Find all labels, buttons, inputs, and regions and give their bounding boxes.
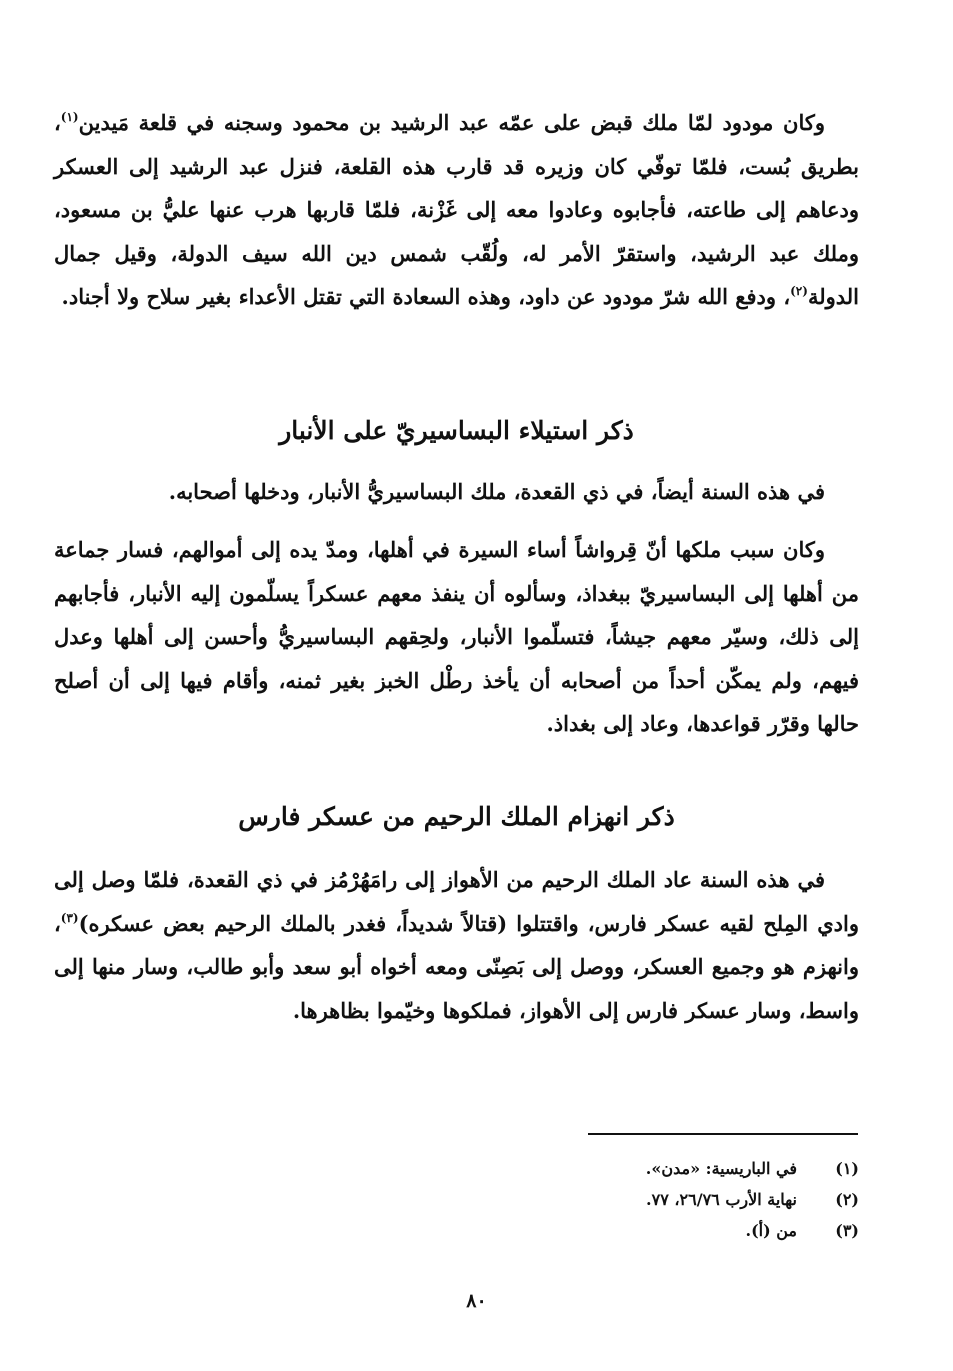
section-heading-anbar: ذكر استيلاء البساسيريّ على الأنبار <box>279 416 634 445</box>
footnote-item <box>54 1215 859 1246</box>
footnote-ref-2: (٢) <box>790 284 808 299</box>
footnote-number: (١) <box>835 1159 859 1178</box>
footnotes-list <box>54 1153 859 1246</box>
footnote-number: (٣) <box>835 1221 859 1240</box>
footnote-divider <box>588 1133 858 1135</box>
footnote-ref-3: (٣) <box>60 910 79 925</box>
paragraph-text: وكان مودود لمّا ملك قبض على عمّه عبد الرشيد بن محمود وسجنه في قلعة مَيدين <box>78 110 825 135</box>
paragraph-anbar-intro: في هذه السنة أيضاً، في ذي القعدة، ملك البساسيريُّ الأنبار، ودخلها أصحابه. <box>168 479 825 504</box>
footnote-number: (٢) <box>835 1190 859 1209</box>
paragraph-text: ، وانهزم هو وجميع العسكر، ووصل إلى بَصِنّى ومعه أخواه أبو سعد وأبو طالب، وسار منها إلى واسط، وسار عسكر فارس إلى الأهواز، فملكوها وخيّموا بظاهرها. <box>54 910 859 1023</box>
paragraph-malik-rahim <box>54 858 859 1032</box>
paragraph-text: ، ودفع الله شرّ مودود عن داود، وهذه السعادة التي تقتل الأعداء بغير سلاح ولا أجناد. <box>61 284 791 310</box>
footnote-ref-1: (١) <box>60 110 79 124</box>
page-number: ٨٠ <box>466 1290 487 1312</box>
footnote-item <box>54 1153 859 1184</box>
paragraph-text: في هذه السنة عاد الملك الرحيم من الأهواز إلى رامَهُرْمُز في ذي القعدة، فلمّا وصل إلى وادي المِلح لقيه عسكر فارس، واقتتلوا (قتالاً شديداً، فغدر بالملك الرحيم بعض عسكره) <box>54 867 859 936</box>
footnote-item <box>54 1184 859 1215</box>
paragraph-anbar-reason: وكان سبب ملكها أنّ قِرواشاً أساء السيرة في أهلها، ومدّ يده إلى أموالهم، فسار جماعة من أهلها إلى البساسيريّ ببغداذ، وسألوه أن ينفذ معهم عسكراً يسلّمون إليه الأنبار، فأجابهم إلى ذلك، وسيّر معهم جيشاً، فتسلّموا الأنبار، ولحِقهم البساسيريُّ وأحسن إلى أهلها وعدل فيهم، ولم يمكّن أحداً من أصحابه أن يأخذ رطْل الخبز بغير ثمنه، وأقام فيها إلى أن أصلح حالها وقرّر قواعدها، وعاد إلى بغداذ. <box>54 537 859 737</box>
section-heading-malik-rahim: ذكر انهزام الملك الرحيم من عسكر فارس <box>238 802 675 831</box>
footnote-text: في الباريسية: «مدن». <box>645 1159 797 1178</box>
footnote-text: نهاية الأرب ٢٦/٧٦، ٧٧. <box>646 1190 797 1209</box>
footnote-text: من (أ). <box>745 1221 797 1240</box>
paragraph-text: ، بطريق بُست، فلمّا توفّي كان وزيره قد قارب هذه القلعة، فنزل عبد الرشيد إلى العسكر ودعاهم إلى طاعته، فأجابوه وعادوا معه إلى غَزْنة، فلمّا قاربها هرب عنها عليُّ بن مسعود، وملك عبد الرشيد، واستقرّ الأمر له، ولُقّب شمس دين الله سيف الدولة، وقيل جمال الدولة <box>54 110 859 310</box>
paragraph-mawdud <box>54 101 859 319</box>
